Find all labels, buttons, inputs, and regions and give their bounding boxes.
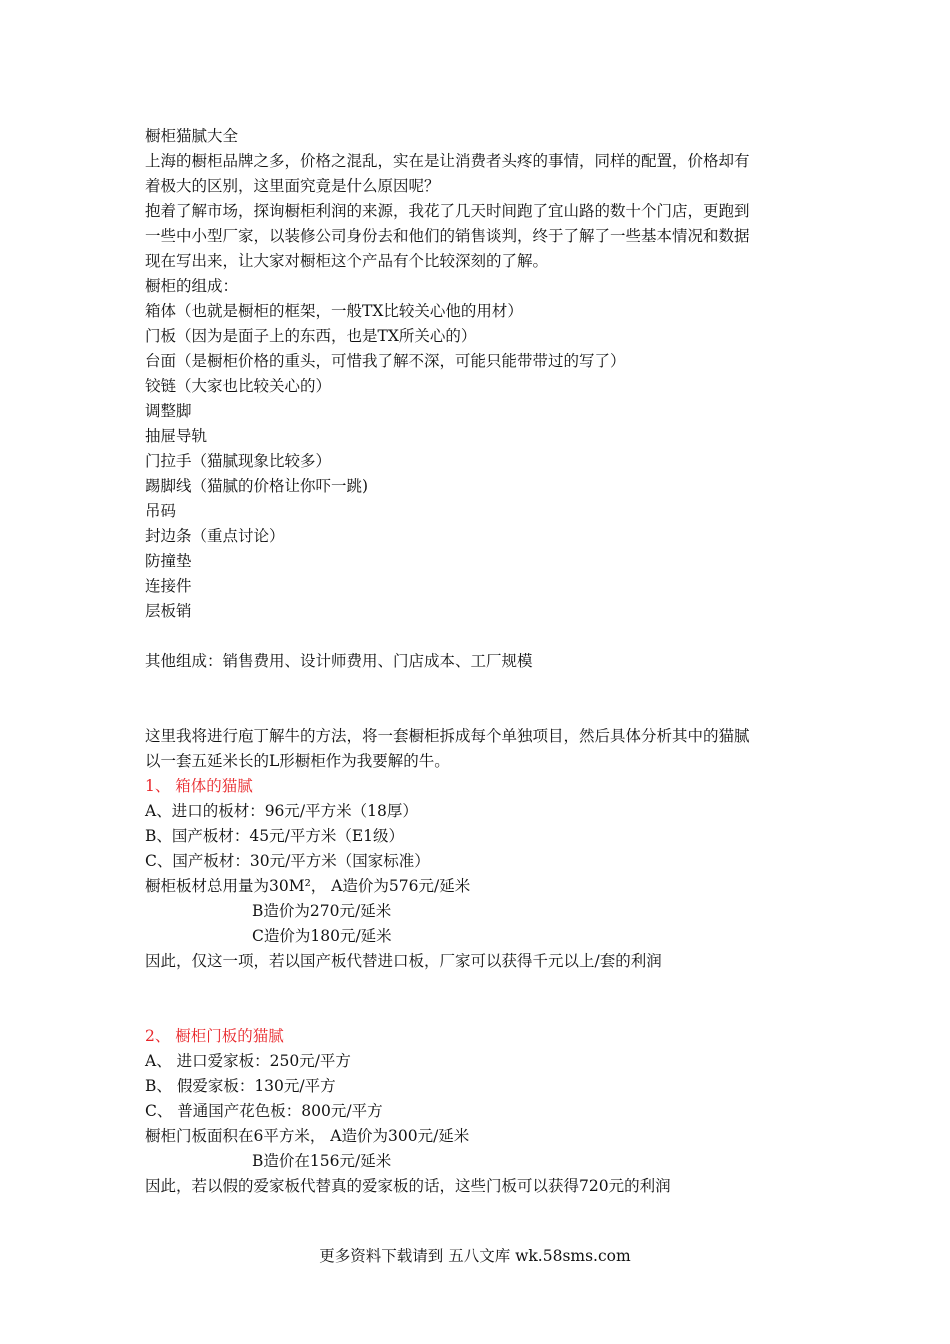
intro-line: 着极大的区别，这里面究竟是什么原因呢？ xyxy=(145,177,440,195)
intro-line: 一些中小型厂家，以装修公司身份去和他们的销售谈判，终于了解了一些基本情况和数据 xyxy=(145,227,750,245)
section-1-cost-b: B造价为270元/延米 xyxy=(252,902,392,920)
component-item: 层板销 xyxy=(145,602,192,620)
section-2-conclusion: 因此，若以假的爱家板代替真的爱家板的话，这些门板可以获得720元的利润 xyxy=(145,1177,671,1195)
component-item: 封边条（重点讨论） xyxy=(145,527,285,545)
page-footer: 更多资料下载请到 五八文库 wk.58sms.com xyxy=(319,1247,631,1265)
component-item: 抽屉导轨 xyxy=(145,427,208,445)
section-2-item: A、 进口爱家板：250元/平方 xyxy=(145,1052,351,1070)
section-2-usage: 橱柜门板面积在6平方米， A造价为300元/延米 xyxy=(145,1127,470,1145)
section-2-item: B、 假爱家板：130元/平方 xyxy=(145,1077,336,1095)
component-item: 门拉手（猫腻现象比较多） xyxy=(145,452,332,470)
section-2-heading: 2、 橱柜门板的猫腻 xyxy=(145,1027,284,1045)
document-body xyxy=(145,124,815,1199)
method-line: 这里我将进行庖丁解牛的方法，将一套橱柜拆成每个单独项目，然后具体分析其中的猫腻 xyxy=(145,727,750,745)
spacer xyxy=(145,999,815,1024)
intro-line: 上海的橱柜品牌之多，价格之混乱，实在是让消费者头疼的事情，同样的配置，价格却有 xyxy=(145,152,750,170)
method-line: 以一套五延米长的L形橱柜作为我要解的牛。 xyxy=(145,752,450,770)
component-item: 铰链（大家也比较关心的） xyxy=(145,377,332,395)
component-item: 吊码 xyxy=(145,502,177,520)
other-components: 其他组成：销售费用、设计师费用、门店成本、工厂规模 xyxy=(145,652,533,670)
section-2-item: C、 普通国产花色板：800元/平方 xyxy=(145,1102,383,1120)
component-item: 防撞垫 xyxy=(145,552,192,570)
component-item: 连接件 xyxy=(145,577,192,595)
section-1-item: B、国产板材：45元/平方米（E1级） xyxy=(145,827,405,845)
section-1-cost-c: C造价为180元/延米 xyxy=(252,927,392,945)
component-item: 踢脚线（猫腻的价格让你吓一跳) xyxy=(145,477,369,495)
section-1-item: C、国产板材：30元/平方米（国家标准） xyxy=(145,852,430,870)
document-title: 橱柜猫腻大全 xyxy=(145,127,239,145)
section-1-conclusion: 因此，仅这一项，若以国产板代替进口板，厂家可以获得千元以上/套的利润 xyxy=(145,952,662,970)
section-1-usage: 橱柜板材总用量为30M²， A造价为576元/延米 xyxy=(145,877,471,895)
component-item: 门板（因为是面子上的东西，也是TX所关心的） xyxy=(145,327,477,345)
spacer xyxy=(145,974,815,999)
section-1-heading: 1、 箱体的猫腻 xyxy=(145,777,253,795)
component-item: 箱体（也就是橱柜的框架，一般TX比较关心他的用材） xyxy=(145,302,523,320)
section-2-cost-b: B造价在156元/延米 xyxy=(252,1152,392,1170)
spacer xyxy=(145,674,815,699)
spacer xyxy=(145,624,815,649)
intro-line: 抱着了解市场，探询橱柜利润的来源，我花了几天时间跑了宜山路的数十个门店，更跑到 xyxy=(145,202,750,220)
component-item: 调整脚 xyxy=(145,402,192,420)
intro-line: 现在写出来，让大家对橱柜这个产品有个比较深刻的了解。 xyxy=(145,252,549,270)
components-heading: 橱柜的组成： xyxy=(145,277,239,295)
component-item: 台面（是橱柜价格的重头，可惜我了解不深，可能只能带带过的写了） xyxy=(145,352,626,370)
section-1-item: A、进口的板材：96元/平方米（18厚） xyxy=(145,802,418,820)
spacer xyxy=(145,699,815,724)
